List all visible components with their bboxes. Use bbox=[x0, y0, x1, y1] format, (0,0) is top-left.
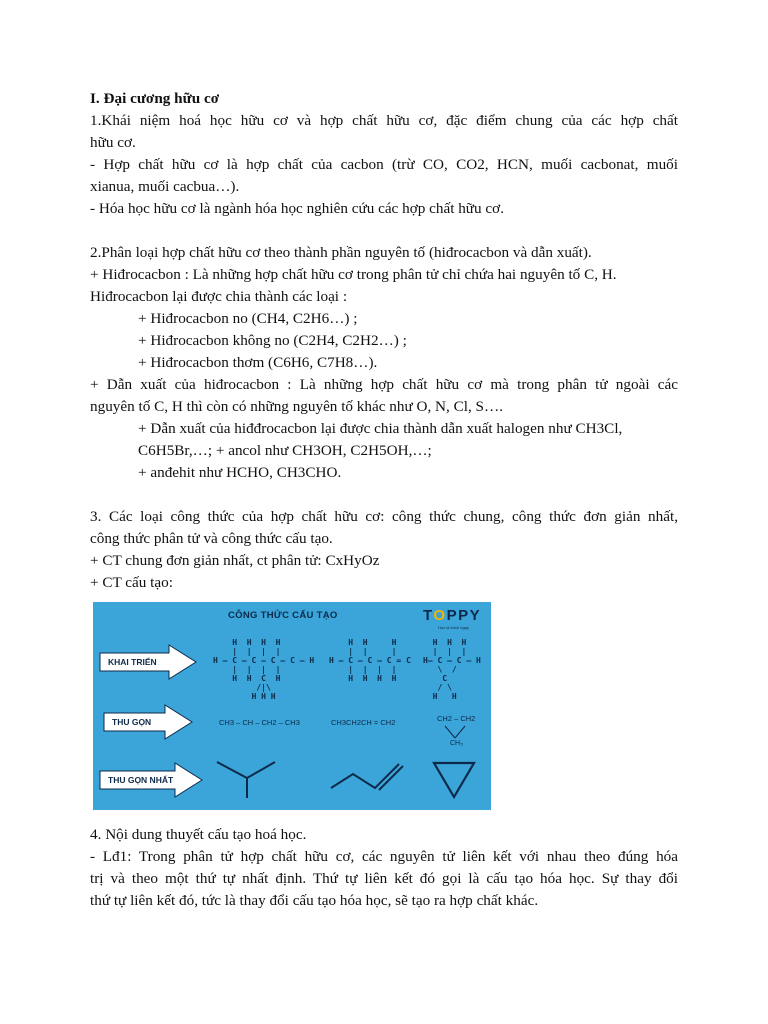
section-title: I. Đại cương hữu cơ bbox=[90, 90, 220, 107]
p2-line3: Hiđrocacbon lại được chia thành các loại : bbox=[90, 288, 348, 305]
p1-line5: - Hóa học hữu cơ là ngành hóa học nghiên cứu các hợp chất hữu cơ. bbox=[90, 200, 504, 217]
p3-line3: + CT chung đơn giản nhất, ct phân tử: CxHyOz bbox=[90, 552, 380, 569]
p4-line1: 4. Nội dung thuyết cấu tạo hoá học. bbox=[90, 826, 307, 843]
p1-line4: xianua, muối cacbua…). bbox=[90, 178, 240, 195]
svg-text:CH2: $CH_2$ bbox=[450, 740, 463, 746]
p2-line4: + Hiđrocacbon no (CH4, C2H6…) ; bbox=[138, 310, 358, 327]
arrow-khai-trien bbox=[99, 644, 197, 680]
p2-line9: + Dẫn xuất của hiđđrocacbon lại được chia thành dẫn xuất halogen như CH3Cl, bbox=[138, 420, 623, 437]
butane-expanded-formula: H H H H | | | | H – C – C – C – C – H | | | | H H C H /|\ H H H bbox=[213, 638, 315, 701]
butane-skeletal-formula bbox=[213, 758, 293, 800]
arrow-thu-gon-label: THU GỌN bbox=[112, 717, 152, 727]
p3-line1: 3. Các loại công thức của hợp chất hữu cơ: công thức chung, công thức đơn giản nhất, bbox=[90, 508, 678, 525]
p3-line2: công thức phân tử và công thức cấu tạo. bbox=[90, 530, 333, 547]
p2-line6: + Hiđrocacbon thơm (C6H6, C7H8…). bbox=[138, 354, 378, 371]
figure-title: CÔNG THỨC CẤU TẠO bbox=[228, 610, 338, 621]
document-body bbox=[90, 88, 678, 912]
p2-line11: + anđehit như HCHO, CH3CHO. bbox=[138, 464, 342, 481]
p2-line5: + Hiđrocacbon không no (C2H4, C2H2…) ; bbox=[138, 332, 407, 349]
arrow-thu-gon bbox=[103, 704, 193, 740]
structural-formula-figure bbox=[93, 602, 491, 810]
p2-line2: + Hiđrocacbon : Là những hợp chất hữu cơ trong phân tử chỉ chứa hai nguyên tố C, H. bbox=[90, 266, 617, 283]
butene-condensed-formula: CH3CH2CH = CH2 bbox=[331, 718, 396, 727]
cyclopropane-condensed-bonds bbox=[433, 724, 483, 746]
cyclopropane-expanded-formula: H H H | | | H– C – C – H \ / C / \ H H bbox=[423, 638, 481, 701]
p1-line1: 1.Khái niệm hoá học hữu cơ và hợp chất hữu cơ, đặc điểm chung của các hợp chất bbox=[90, 112, 678, 129]
butene-expanded-formula: H H H | | | H – C – C – C = C | | | | H H H H bbox=[329, 638, 411, 683]
cyclopropane-condensed-formula: CH2 – CH2 bbox=[437, 714, 476, 723]
p4-line3: trị và theo một thứ tự nhất định. Thứ tự liên kết đó gọi là cấu tạo hóa học. Sự thay đổi bbox=[90, 870, 678, 887]
p2-line8: nguyên tố C, H thì còn có những nguyên tố khác như O, N, Cl, S…. bbox=[90, 398, 503, 415]
p1-line2: hữu cơ. bbox=[90, 134, 136, 151]
spacer bbox=[90, 220, 678, 242]
arrow-khai-trien-label: KHAI TRIỂN bbox=[108, 657, 157, 667]
p4-line4: thứ tự liên kết đó, tức là thay đổi cấu tạo hóa học, sẽ tạo ra hợp chất khác. bbox=[90, 892, 539, 909]
p2-line10: C6H5Br,…; + ancol như CH3OH, C2H5OH,…; bbox=[138, 442, 432, 459]
logo-tagline: Học là thích ngay bbox=[438, 625, 469, 630]
arrow-thu-gon-nhat-label: THU GỌN NHẤT bbox=[108, 775, 174, 785]
spacer bbox=[90, 484, 678, 506]
p2-line7: + Dẫn xuất của hiđrocacbon : Là những hợp chất hữu cơ mà trong phân tử ngoài các bbox=[90, 376, 678, 393]
butene-skeletal-formula bbox=[329, 758, 409, 794]
p1-line3: - Hợp chất hữu cơ là hợp chất của cacbon (trừ CO, CO2, HCN, muối cacbonat, muối bbox=[90, 156, 678, 173]
butane-condensed-formula: CH3 – CH – CH2 – CH3 bbox=[219, 718, 300, 727]
arrow-thu-gon-nhat bbox=[99, 762, 203, 798]
cyclopropane-skeletal-formula bbox=[431, 760, 477, 800]
p2-line1: 2.Phân loại hợp chất hữu cơ theo thành phần nguyên tố (hiđrocacbon và dẫn xuất). bbox=[90, 244, 592, 261]
toppy-logo: TOPPY bbox=[423, 607, 482, 624]
p3-line4: + CT cấu tạo: bbox=[90, 574, 173, 591]
p4-line2: - Lđ1: Trong phân tử hợp chất hữu cơ, các nguyên tử liên kết với nhau theo đúng hóa bbox=[90, 848, 678, 865]
